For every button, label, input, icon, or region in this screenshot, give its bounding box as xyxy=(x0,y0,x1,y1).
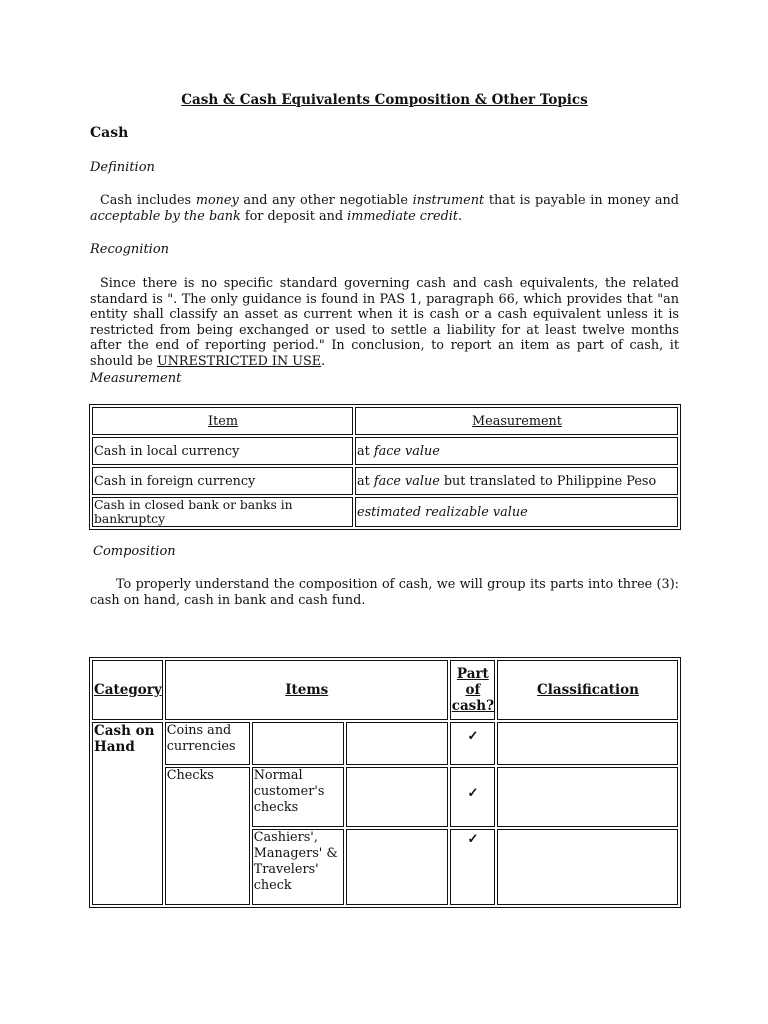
table-header-row xyxy=(92,407,678,435)
table-header-row xyxy=(92,660,678,720)
cell-classification xyxy=(497,767,678,827)
table-row xyxy=(92,437,678,465)
cell-category: Cash on Hand xyxy=(92,722,163,905)
cell-blank xyxy=(346,722,448,765)
cell-measurement: at face value xyxy=(355,437,678,465)
check-icon: ✓ xyxy=(450,829,495,905)
def-ital-1: money xyxy=(195,193,239,208)
recognition-heading: Recognition xyxy=(90,242,170,257)
table-row xyxy=(92,467,678,495)
def-ital-4: immediate credit xyxy=(347,208,459,224)
recognition-end: . xyxy=(321,353,326,369)
cell-classification xyxy=(497,829,678,905)
composition-text: To properly understand the composition of cash, we will group its parts into three (3): cash on hand, cash in bank and cash fund. xyxy=(90,577,679,608)
check-icon: ✓ xyxy=(450,767,495,827)
cell-measurement: at face value but translated to Philippine Peso xyxy=(355,467,678,495)
cell-measurement: estimated realizable value xyxy=(355,497,678,527)
recognition-paragraph xyxy=(90,276,679,369)
table-row xyxy=(92,722,678,765)
composition-paragraph xyxy=(90,577,679,608)
cell-blank xyxy=(346,829,448,905)
definition-paragraph xyxy=(90,193,679,224)
cell-item: Coins and currencies xyxy=(165,722,250,765)
header-measurement: Measurement xyxy=(355,407,678,435)
cell-item: Checks xyxy=(165,767,250,905)
def-text-3: that is payable in money and xyxy=(484,193,679,208)
document-title: Cash & Cash Equivalents Composition & Other Topics xyxy=(181,92,588,108)
definition-heading: Definition xyxy=(90,160,155,175)
def-text-5: . xyxy=(458,208,463,224)
measurement-heading: Measurement xyxy=(90,371,182,386)
def-text-2: and any other negotiable xyxy=(238,193,413,208)
table-row xyxy=(92,497,678,527)
def-text-1: Cash includes xyxy=(100,193,196,208)
table-row xyxy=(92,767,678,827)
header-item: Item xyxy=(92,407,353,435)
cell-subitem: Normal customer's checks xyxy=(252,767,344,827)
composition-table xyxy=(89,657,681,908)
header-part-of-cash: Part of cash? xyxy=(450,660,495,720)
def-ital-3: acceptable by the bank xyxy=(90,208,241,224)
cell-item: Cash in closed bank or banks in bankruptcy xyxy=(92,497,353,527)
def-ital-2: instrument xyxy=(412,193,485,208)
cell-item: Cash in foreign currency xyxy=(92,467,353,495)
header-classification: Classification xyxy=(497,660,678,720)
cell-item: Cash in local currency xyxy=(92,437,353,465)
composition-heading: Composition xyxy=(93,544,176,559)
recognition-emphasis: UNRESTRICTED IN USE xyxy=(156,353,322,369)
header-items: Items xyxy=(165,660,448,720)
recognition-text: Since there is no specific standard governing cash and cash equivalents, the related standard is ". The only guidance is found in PAS 1, paragraph 66, which provides that "an entity shall classify an asset as current when it is cash or a cash equivalent unless it is restricted from being exchanged or used to settle a liability for at least twelve months after the end of reporting period." In conclusion, to report an item as part of cash, it should be xyxy=(90,276,679,369)
cell-blank xyxy=(346,767,448,827)
check-icon: ✓ xyxy=(450,722,495,765)
cell-subitem: Cashiers', Managers' & Travelers' check xyxy=(252,829,344,905)
measurement-table xyxy=(89,404,681,530)
cell-classification xyxy=(497,722,678,765)
header-category: Category xyxy=(92,660,163,720)
cell-subitem xyxy=(252,722,344,765)
def-text-4: for deposit and xyxy=(240,208,348,224)
section-heading-cash: Cash xyxy=(90,125,129,141)
